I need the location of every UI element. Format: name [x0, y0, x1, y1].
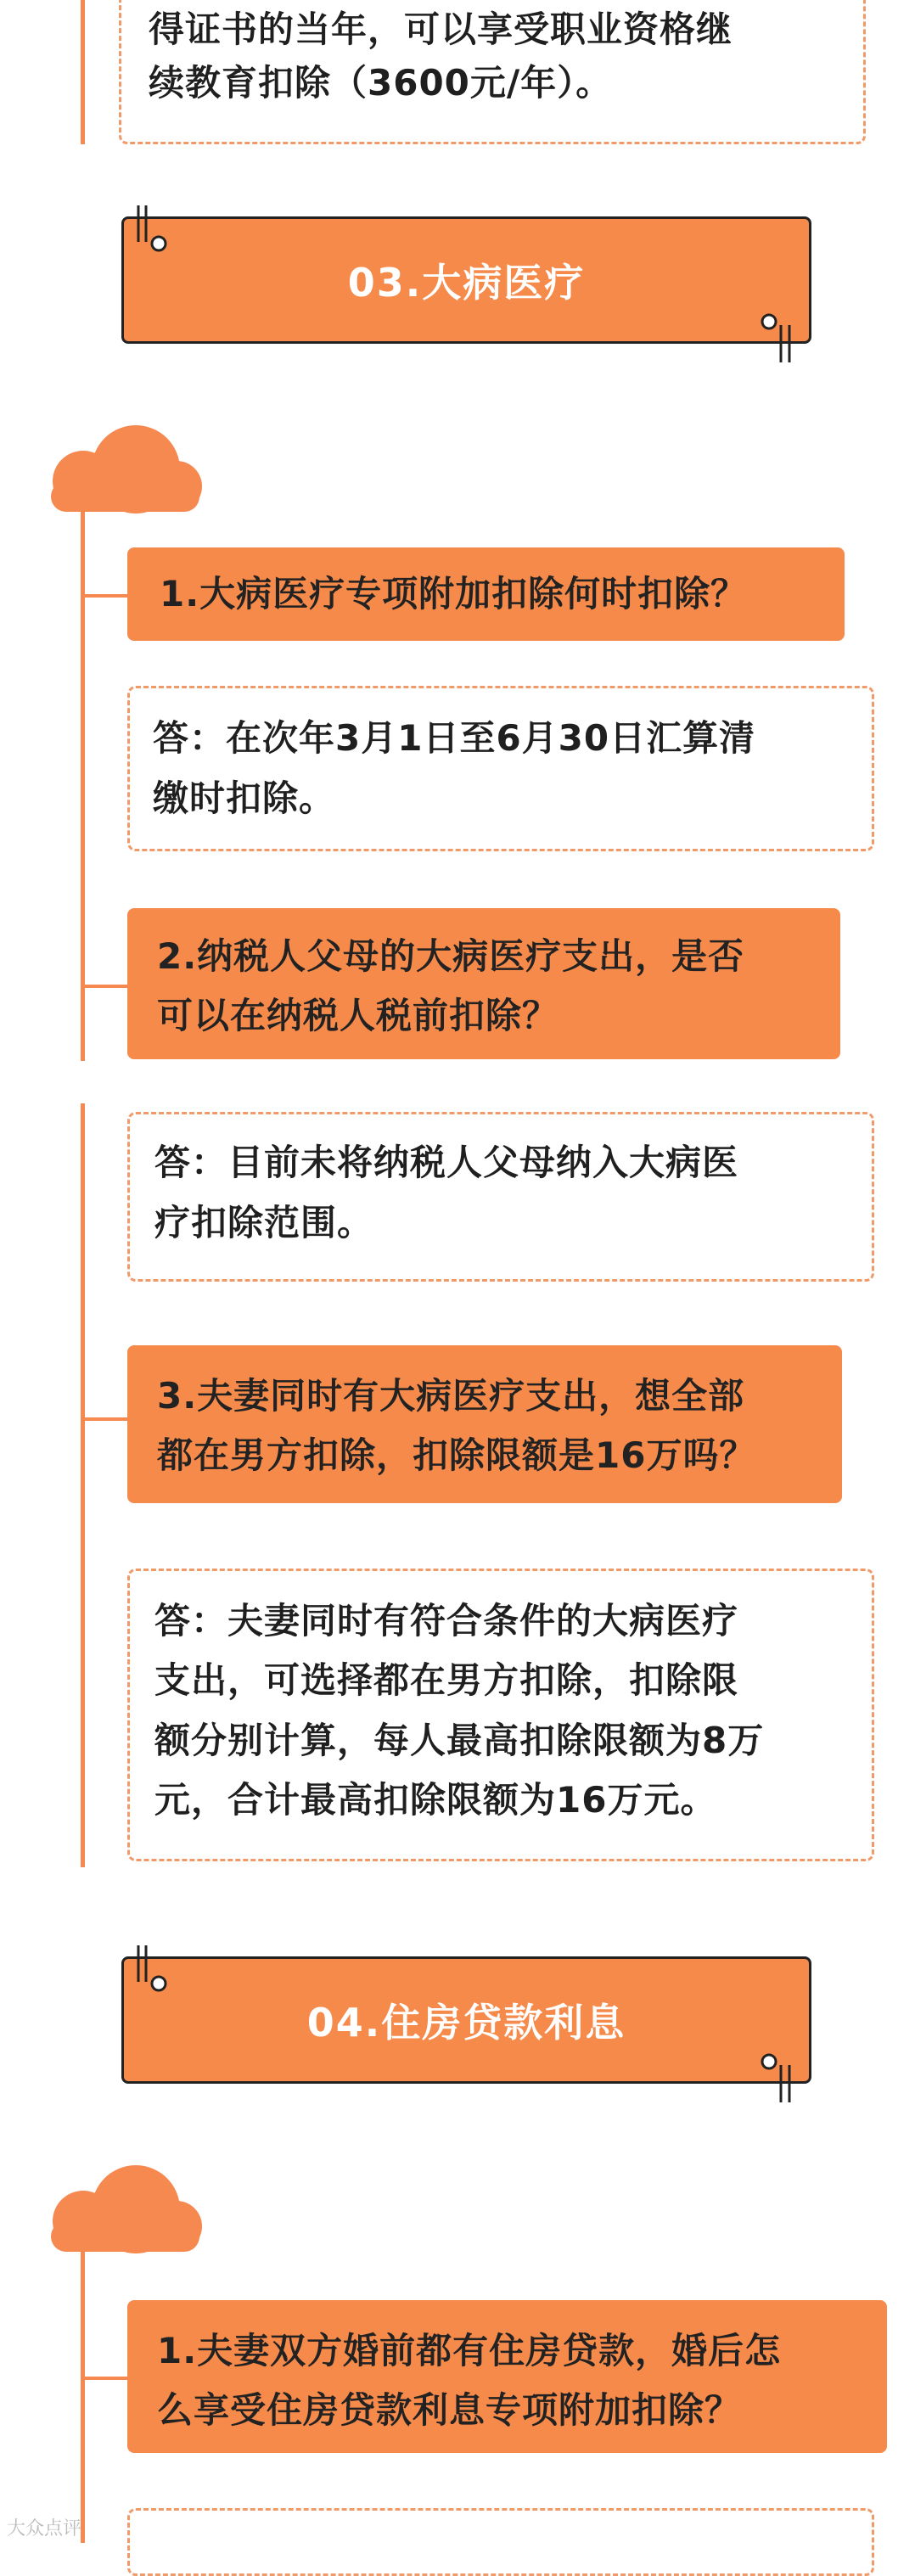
timeline-connector: [81, 1417, 132, 1421]
answer-3-line3: 额分别计算，每人最高扣除限额为8万: [154, 1720, 765, 1761]
question-1-text: 1.大病医疗专项附加扣除何时扣除？: [160, 573, 748, 615]
answer-2-line2: 疗扣除范围。: [154, 1202, 374, 1243]
section-title-03: 03.大病医疗: [347, 260, 586, 306]
question-4-1-line2: 么享受住房贷款利息专项附加扣除？: [157, 2389, 742, 2431]
timeline-connector: [81, 594, 132, 598]
answer-box-4-1: [127, 2508, 874, 2576]
banner-tick-decoration-icon: [757, 310, 800, 369]
question-2-line2: 可以在纳税人税前扣除？: [157, 995, 559, 1036]
intro-answer-line2: 续教育扣除（3600元/年）。: [149, 62, 613, 104]
banner-tick-decoration-icon: [132, 1944, 174, 1995]
cloud-icon: [34, 2160, 208, 2253]
section-banner-03: [121, 216, 811, 344]
answer-1-line2: 缴时扣除。: [153, 777, 336, 819]
section-banner-04: [121, 1956, 811, 2084]
intro-answer-line1: 得证书的当年，可以享受职业资格继: [149, 8, 733, 50]
watermark: 大众点评: [7, 2518, 82, 2540]
answer-3-line1: 答：夫妻同时有符合条件的大病医疗: [154, 1600, 739, 1642]
section-title-04: 04.住房贷款利息: [306, 2000, 626, 2046]
timeline-line: [81, 509, 85, 1061]
answer-1-line1: 答：在次年3月1日至6月30日汇算清: [153, 717, 756, 759]
banner-tick-decoration-icon: [757, 2050, 800, 2109]
question-3-line2: 都在男方扣除，扣除限额是16万吗？: [157, 1434, 756, 1476]
answer-3-line2: 支出，可选择都在男方扣除，扣除限: [154, 1659, 739, 1701]
timeline-connector: [81, 2377, 132, 2380]
question-2-line1: 2.纳税人父母的大病医疗支出，是否: [157, 935, 745, 977]
timeline-line: [81, 2249, 85, 2543]
timeline-connector: [81, 985, 132, 988]
question-4-1-line1: 1.夫妻双方婚前都有住房贷款，婚后怎: [157, 2330, 782, 2371]
timeline-line: [81, 1103, 85, 1867]
answer-3-line4: 元，合计最高扣除限额为16万元。: [154, 1779, 717, 1821]
question-3-line1: 3.夫妻同时有大病医疗支出，想全部: [157, 1375, 745, 1417]
cloud-icon: [34, 420, 208, 514]
banner-tick-decoration-icon: [132, 204, 174, 255]
timeline-line: [81, 0, 85, 144]
answer-2-line1: 答：目前未将纳税人父母纳入大病医: [154, 1142, 739, 1183]
